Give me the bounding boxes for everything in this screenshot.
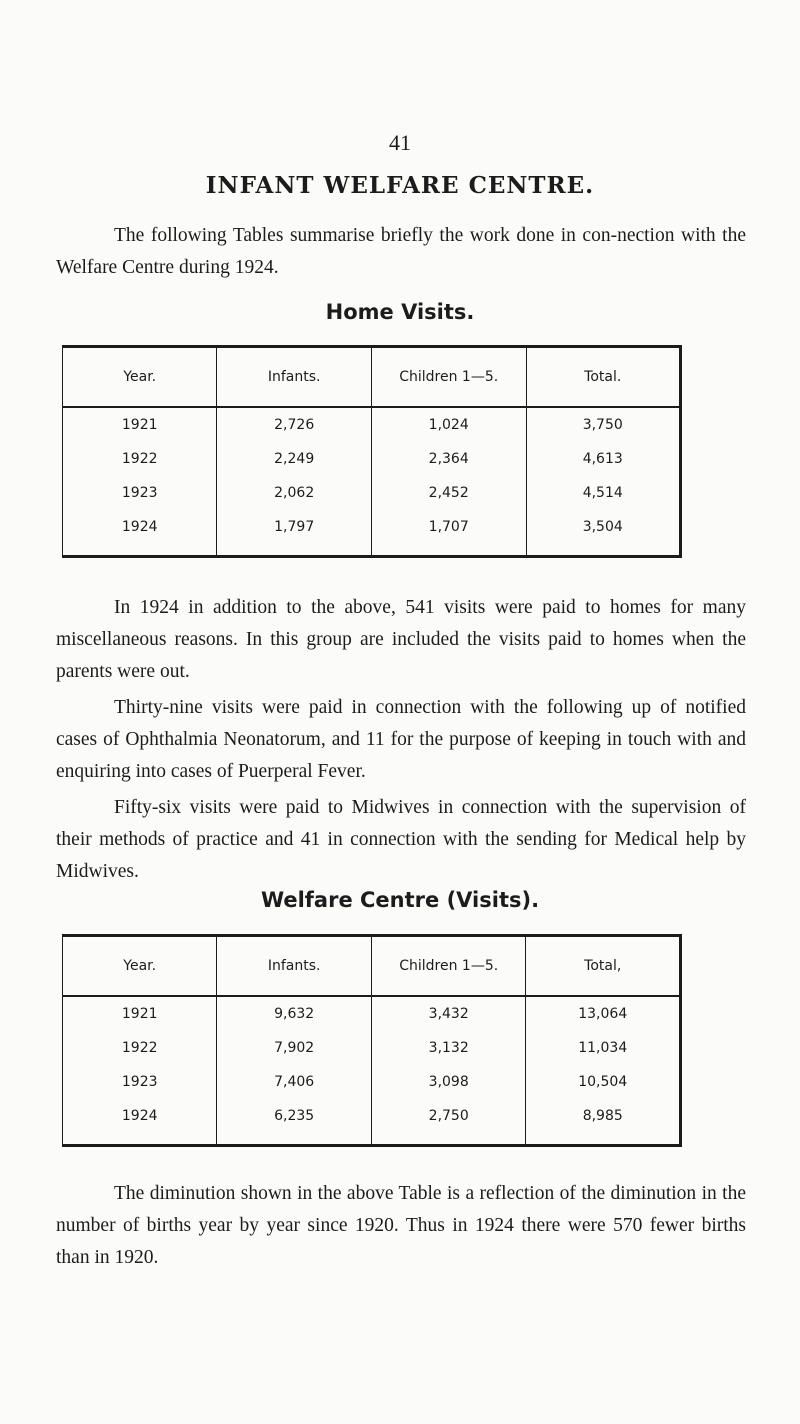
cell-year: 1922 [63,1031,217,1065]
column-header-total: Total, [526,936,681,997]
cell-infants: 7,406 [217,1065,372,1099]
cell-year: 1922 [63,442,217,476]
midwives-paragraph: Fifty-six visits were paid to Midwives in connection with the supervision of their methods of practice and 41 in connection with the sending for Medical help by Midwives. [56,797,746,882]
welfare-visits-heading: Welfare Centre (Visits). [260,888,540,912]
table-row [63,407,681,442]
table-header-row [63,347,681,408]
table-row [63,510,681,557]
cell-children: 3,432 [371,996,526,1031]
ophthalmia-paragraph: Thirty-nine visits were paid in connection with the following up of notified cases of Ophthalmia Neonatorum, and 11 for the purpose of keeping in touch with and enquiring into cases of Puerperal Fever. [56,697,746,782]
cell-total: 4,514 [582,485,623,501]
home-visits-table [62,345,682,558]
cell-children: 1,024 [371,407,526,442]
column-header-children: Children 1—5. [371,347,526,408]
column-header-infants: Infants. [217,936,372,997]
cell-infants: 1,797 [217,510,372,557]
intro-paragraph: The following Tables summarise briefly the work done in con-nection with the Welfare Centre during 1924. [56,225,746,278]
column-header-year: Year. [63,936,217,997]
table-row [63,996,681,1031]
table-row [63,442,681,476]
cell-children: 3,132 [371,1031,526,1065]
cell-year: 1923 [63,476,217,510]
column-header-children: Children 1—5. [371,936,526,997]
column-header-total: Total. [526,347,681,408]
page-title: INFANT WELFARE CENTRE. [205,172,595,199]
cell-children: 2,364 [371,442,526,476]
cell-children: 3,098 [371,1065,526,1099]
table-row [63,1099,681,1146]
cell-total: 13,064 [578,1006,628,1022]
column-header-year: Year. [63,347,217,408]
cell-year: 1924 [63,510,217,557]
cell-children: 2,750 [371,1099,526,1146]
cell-infants: 2,249 [217,442,372,476]
cell-infants: 6,235 [217,1099,372,1146]
table-row [63,1031,681,1065]
welfare-visits-table [62,934,682,1147]
cell-total: 4,613 [582,451,623,467]
cell-total: 10,504 [578,1074,628,1090]
cell-total: 11,034 [578,1040,628,1056]
page-number: 41 [389,130,411,155]
cell-total: 8,985 [582,1108,623,1124]
cell-infants: 2,726 [217,407,372,442]
cell-infants: 9,632 [217,996,372,1031]
additional-visits-paragraph: In 1924 in addition to the above, 541 visits were paid to homes for many miscellaneous reasons. In this group are included the visits paid to homes when the parents were out. [56,597,746,682]
table-header-row [63,936,681,997]
cell-year: 1923 [63,1065,217,1099]
table-row [63,1065,681,1099]
table-row [63,476,681,510]
cell-year: 1921 [63,996,217,1031]
cell-infants: 7,902 [217,1031,372,1065]
cell-children: 2,452 [371,476,526,510]
cell-year: 1921 [63,407,217,442]
cell-infants: 2,062 [217,476,372,510]
cell-total: 3,750 [582,417,623,433]
cell-children: 1,707 [371,510,526,557]
column-header-infants: Infants. [217,347,372,408]
closing-paragraph: The diminution shown in the above Table is a reflection of the diminution in the number of births year by year since 1920. Thus in 1924 there were 570 fewer births than in 1920. [56,1183,746,1268]
cell-total: 3,504 [582,519,623,535]
cell-year: 1924 [63,1099,217,1146]
home-visits-heading: Home Visits. [325,300,475,324]
